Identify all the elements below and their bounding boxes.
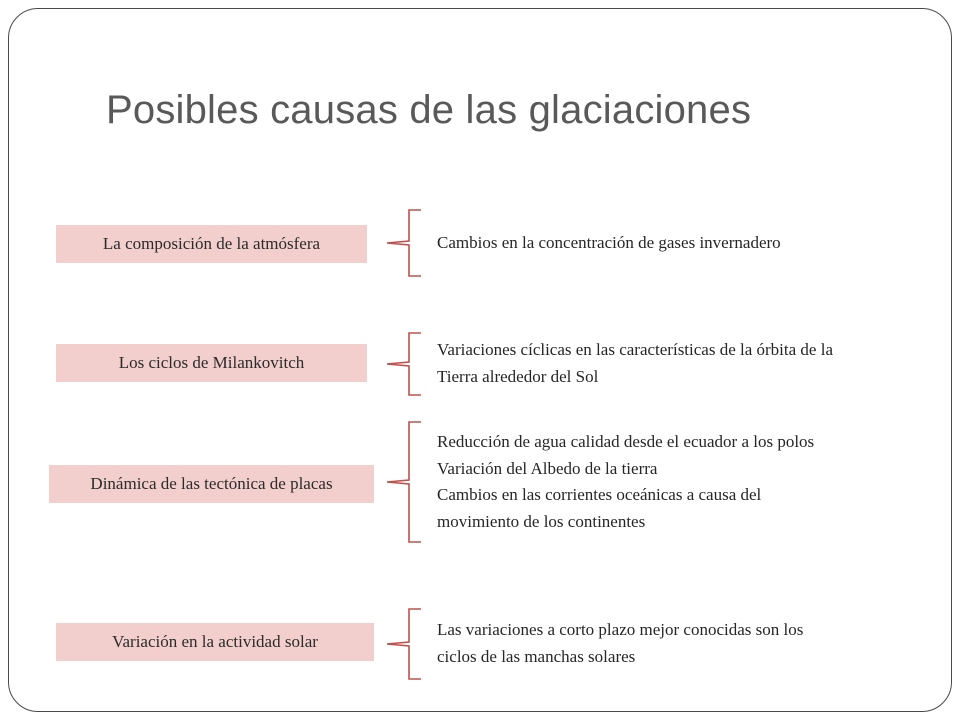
effect-line: Cambios en las corrientes oceánicas a causa del <box>437 485 762 504</box>
slide-title: Posibles causas de las glaciaciones <box>106 88 752 132</box>
brace-icon <box>385 208 425 278</box>
effect-line: Las variaciones a corto plazo mejor conocidas son los <box>437 620 804 639</box>
effect-line: movimiento de los continentes <box>437 511 646 531</box>
brace-icon <box>385 331 425 397</box>
cause-box-solar <box>56 623 374 661</box>
cause-label: Variación en la actividad solar <box>112 632 318 651</box>
effect-line: Variaciones cíclicas en las características de la órbita de la <box>437 340 833 359</box>
cause-label: La composición de la atmósfera <box>102 234 321 253</box>
effect-line: Reducción de agua calidad desde el ecuador a los polos <box>437 432 815 451</box>
effects-tectonics <box>437 429 814 535</box>
brace-icon <box>385 607 425 681</box>
effects-atmosphere <box>437 230 781 257</box>
cause-box-milankovitch <box>56 344 367 382</box>
effect-line: Variación del Albedo de la tierra <box>437 458 658 478</box>
effects-milankovitch <box>437 337 833 390</box>
cause-box-tectonics <box>49 465 374 503</box>
effects-solar <box>437 617 803 670</box>
cause-label: Los ciclos de Milankovitch <box>118 353 305 372</box>
effect-line: ciclos de las manchas solares <box>437 646 636 666</box>
brace-icon <box>385 420 425 544</box>
cause-box-atmosphere <box>56 225 367 263</box>
effect-line: Tierra alrededor del Sol <box>437 366 599 386</box>
cause-label: Dinámica de las tectónica de placas <box>90 474 333 493</box>
effect-line: Cambios en la concentración de gases invernadero <box>437 233 781 252</box>
